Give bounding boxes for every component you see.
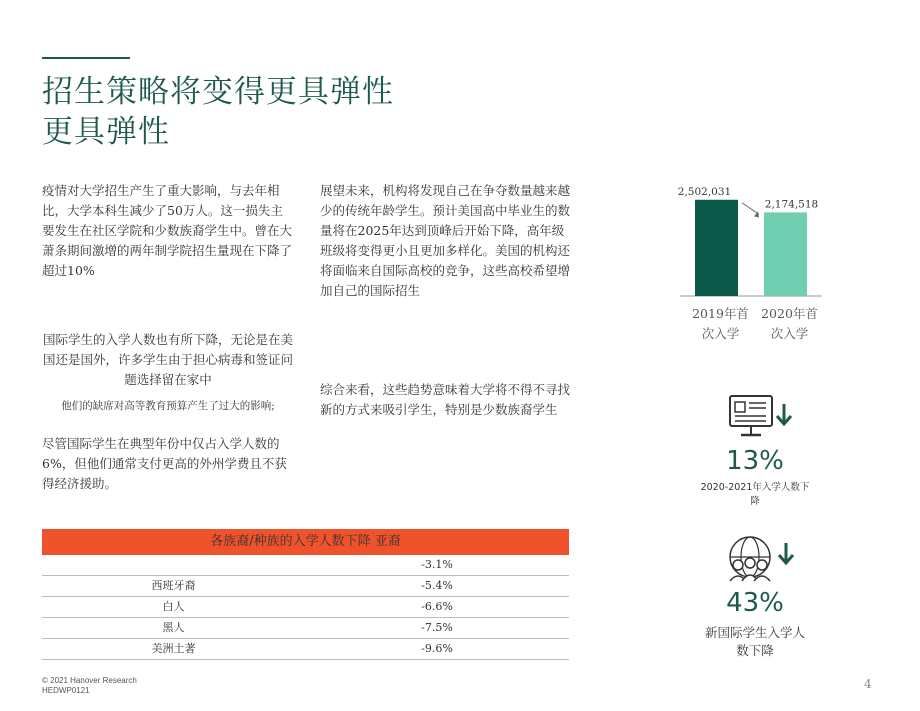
table-cell-value: -7.5%: [421, 621, 453, 634]
stat-2-value: 43%: [726, 588, 784, 618]
col2-paragraph-1: 展望未来，机构将发现自己在争夺数量越来越少的传统年龄学生。预计美国高中毕业生的数量将在2025年达到顶峰后开始下降，高年级班级将变得更小且更加多样化。美国的机构还将面临来自国际高校的竞争，这些高校希望增加自己的国际招生: [320, 183, 571, 298]
table-row: [42, 597, 569, 618]
col1-paragraph-2: 国际学生的入学人数也有所下降，无论是在美国还是国外，许多学生由于担心病毒和签证问题选择留在家中: [42, 332, 293, 387]
stat-2-caption-line-2: 数下降: [736, 643, 774, 658]
category-label-1-line-2: 次入学: [701, 326, 740, 341]
footer-copyright: © 2021 Hanover Research: [42, 676, 137, 685]
table-header: 各族裔/种族的入学人数下降 亚裔: [42, 529, 569, 555]
table-cell-value: -3.1%: [421, 558, 453, 571]
bar-value-label-2: 2,174,518: [764, 198, 819, 211]
stat-1-caption-line-2: 降: [750, 496, 760, 507]
title-line-2: 更具弹性: [42, 114, 170, 150]
footer-code: HEDWP0121: [42, 686, 90, 695]
stat-1-value: 13%: [726, 446, 784, 476]
table-cell-value: -9.6%: [421, 642, 453, 655]
col2-paragraph-2: 综合来看，这些趋势意味着大学将不得不寻找新的方式来吸引学生，特别是少数族裔学生: [320, 382, 571, 417]
table-cell-label: 黑人: [162, 621, 185, 634]
stat-1-caption-line-1: 2020-2021年入学人数下: [700, 482, 810, 493]
title-rule: [42, 57, 130, 59]
category-label-2-line-1: 2020年首: [761, 306, 818, 321]
ethnicity-table: [42, 529, 569, 660]
bar-2: [764, 212, 807, 296]
table-row: [42, 576, 569, 597]
table-row: [42, 555, 569, 576]
decline-arrow: [742, 203, 759, 215]
stat-1-caption: [680, 481, 830, 509]
footer: [42, 676, 137, 696]
page-title: [42, 72, 422, 152]
table-cell-value: -6.6%: [421, 600, 453, 613]
table-cell-label: [42, 555, 305, 575]
category-label-1-line-1: 2019年首: [692, 306, 749, 321]
table-row: [42, 639, 569, 660]
enrollment-bar-chart: [660, 178, 830, 353]
table-cell-label: 西班牙裔: [151, 579, 196, 592]
bar-1: [695, 200, 738, 296]
table-cell-label: 美洲土著: [151, 642, 196, 655]
table-row: [42, 618, 569, 639]
table-body: [42, 555, 569, 660]
globe-people-down-icon: [724, 535, 800, 585]
chart-svg: [660, 178, 830, 353]
page-number: 4: [864, 677, 872, 691]
computer-down-icon: [726, 394, 796, 444]
table-cell-label: 白人: [162, 600, 185, 613]
table-cell-value: -5.4%: [421, 579, 453, 592]
stat-2-caption-line-1: 新国际学生入学人: [704, 625, 805, 640]
col1-paragraph-3: 他们的缺席对高等教育预算产生了过大的影响;: [61, 400, 275, 412]
col1-paragraph-1: 疫情对大学招生产生了重大影响，与去年相比，大学本科生减少了50万人。这一损失主要发生在社区学院和少数族裔学生中。曾在大萧条期间激增的两年制学院招生量现在下降了超过10%: [42, 183, 293, 278]
col1-paragraph-4: 尽管国际学生在典型年份中仅占入学人数的6%，但他们通常支付更高的外州学费且不获得经济援助。: [42, 436, 287, 491]
stat-2-caption: [680, 624, 830, 660]
title-line-1: 招生策略将变得更具弹性: [42, 74, 394, 110]
category-label-2-line-2: 次入学: [770, 326, 809, 341]
bar-value-label-1: 2,502,031: [677, 185, 732, 198]
